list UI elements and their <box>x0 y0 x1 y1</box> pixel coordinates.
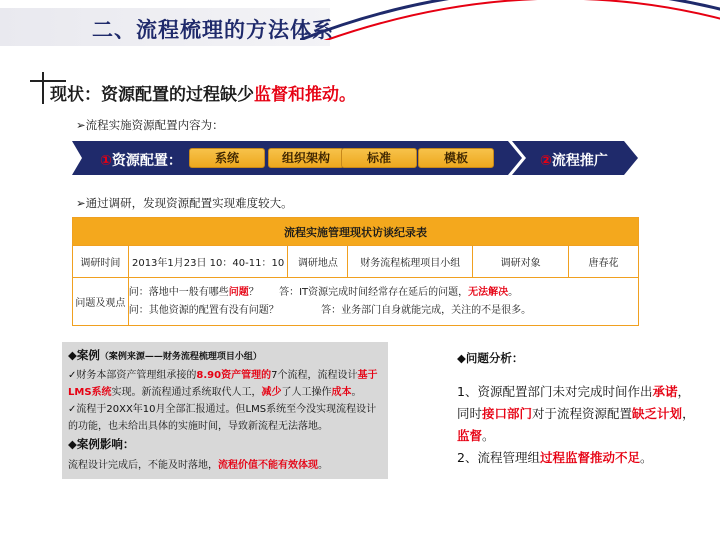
case-highlight: 8.90资产管理的 <box>196 370 272 381</box>
header-decoration <box>300 0 720 40</box>
status-highlight: 监督和推动 <box>254 85 339 105</box>
flow-next-label <box>540 150 608 170</box>
analysis-line-4 <box>457 448 653 466</box>
analysis-text: 同时 <box>457 406 483 421</box>
case-title-line <box>68 347 262 363</box>
flow-next-text: 流程推广 <box>551 153 608 169</box>
status-heading <box>50 80 356 105</box>
flow-next-number: ② <box>540 153 552 169</box>
page-title: 二、流程梳理的方法体系 <box>92 18 334 42</box>
analysis-text: 。 <box>482 428 495 443</box>
table-cell: 2013年1月23日 10：40-11：10 <box>128 246 288 278</box>
answer-2: 答：业务部门自身就能完成，关注的不是很多。 <box>321 304 532 316</box>
table-cell: 唐春花 <box>569 246 639 278</box>
case-title: ◆案例 <box>68 348 100 362</box>
qa-line-2 <box>129 302 638 320</box>
analysis-line-1 <box>457 382 690 400</box>
case-text: 了人工操作 <box>281 387 332 398</box>
question-2: 问：其他资源的配置有没有问题？ <box>128 304 279 316</box>
analysis-line-3 <box>457 426 495 444</box>
analysis-text: 。 <box>639 450 653 465</box>
case-text: ✓财务本部资产管理组承接的 <box>68 370 197 381</box>
status-suffix: 。 <box>339 85 356 105</box>
intro-line-2: ➢通过调研，发现资源配置实现难度较大。 <box>76 196 293 210</box>
interview-table <box>72 217 639 326</box>
case-highlight: 减少 <box>261 387 282 398</box>
analysis-line-2 <box>457 404 695 422</box>
flow-main-number: ① <box>100 153 112 169</box>
analysis-text: 1、资源配置部门未对完成时间作出 <box>457 384 653 399</box>
qa-line-1 <box>129 284 638 302</box>
answer-1: 答：IT资源完成时间经常存在延后的问题， <box>279 286 469 298</box>
analysis-title: ◆问题分析： <box>457 351 524 365</box>
case-text: 流程设计完成后，不能及时落地， <box>68 460 218 471</box>
table-title: 流程实施管理现状访谈纪录表 <box>73 218 639 246</box>
analysis-text: 对于流程资源配置 <box>532 406 633 421</box>
crosshair-vertical <box>42 72 44 104</box>
qa-label: 问题及观点 <box>73 278 129 326</box>
case-impact-line <box>68 456 328 471</box>
case-line-2 <box>68 383 362 398</box>
case-line-4: 的功能，也未给出具体的实施时间，导致新流程无法落地。 <box>68 421 328 432</box>
slide-header <box>0 0 720 52</box>
flow-item-template: 模板 <box>418 148 494 168</box>
question-1: 问：落地中一般有哪些 <box>128 286 229 298</box>
table-row <box>73 246 639 278</box>
case-text: 实现。新流程通过系统取代人工， <box>111 387 262 398</box>
status-prefix: 现状：资源配置的过程缺少 <box>50 85 254 105</box>
case-highlight: LMS系统 <box>68 387 112 398</box>
case-box <box>62 342 388 479</box>
case-text: 7个流程，流程设计 <box>271 370 358 381</box>
qa-cell <box>128 278 638 326</box>
analysis-highlight: 缺乏计划 <box>632 406 683 421</box>
answer-1-highlight: 无法解决 <box>468 286 509 298</box>
case-line-3: ✓流程于20XX年10月全部汇报通过。但LMS系统至今没实现流程设计 <box>68 404 377 415</box>
question-1-highlight: 问题 <box>228 286 249 298</box>
case-source: （案例来源——财务流程梳理项目小组） <box>99 352 262 362</box>
answer-1-end: 。 <box>508 286 519 298</box>
analysis-highlight: 过程监督推动不足 <box>539 450 640 465</box>
table-cell: 调研对象 <box>473 246 569 278</box>
analysis-highlight: 接口部门 <box>482 406 533 421</box>
analysis-text: ， <box>677 384 690 399</box>
flow-main-text: 资源配置： <box>111 153 182 169</box>
case-text: 。 <box>351 387 362 398</box>
flow-item-standard: 标准 <box>341 148 417 168</box>
case-highlight: 基于 <box>357 370 378 381</box>
analysis-text: 2、流程管理组 <box>457 450 540 465</box>
case-highlight: 流程价值不能有效体现 <box>218 460 318 471</box>
flow-item-system: 系统 <box>189 148 265 168</box>
analysis-highlight: 承诺 <box>652 384 678 399</box>
analysis-highlight: 监督 <box>457 428 483 443</box>
table-row <box>73 278 639 326</box>
table-cell: 调研时间 <box>73 246 129 278</box>
case-text: 。 <box>318 460 328 471</box>
case-line-1 <box>68 366 377 381</box>
flow-main-label <box>100 150 182 170</box>
case-highlight: 成本 <box>331 387 352 398</box>
flow-item-org: 组织架构 <box>268 148 344 168</box>
analysis-text: ， <box>682 406 695 421</box>
table-cell: 调研地点 <box>288 246 348 278</box>
intro-line-1: ➢流程实施资源配置内容为： <box>76 118 224 132</box>
question-1-end: ？ <box>248 286 259 298</box>
case-impact-title: ◆案例影响： <box>68 437 135 451</box>
table-cell: 财务流程梳理项目小组 <box>348 246 473 278</box>
